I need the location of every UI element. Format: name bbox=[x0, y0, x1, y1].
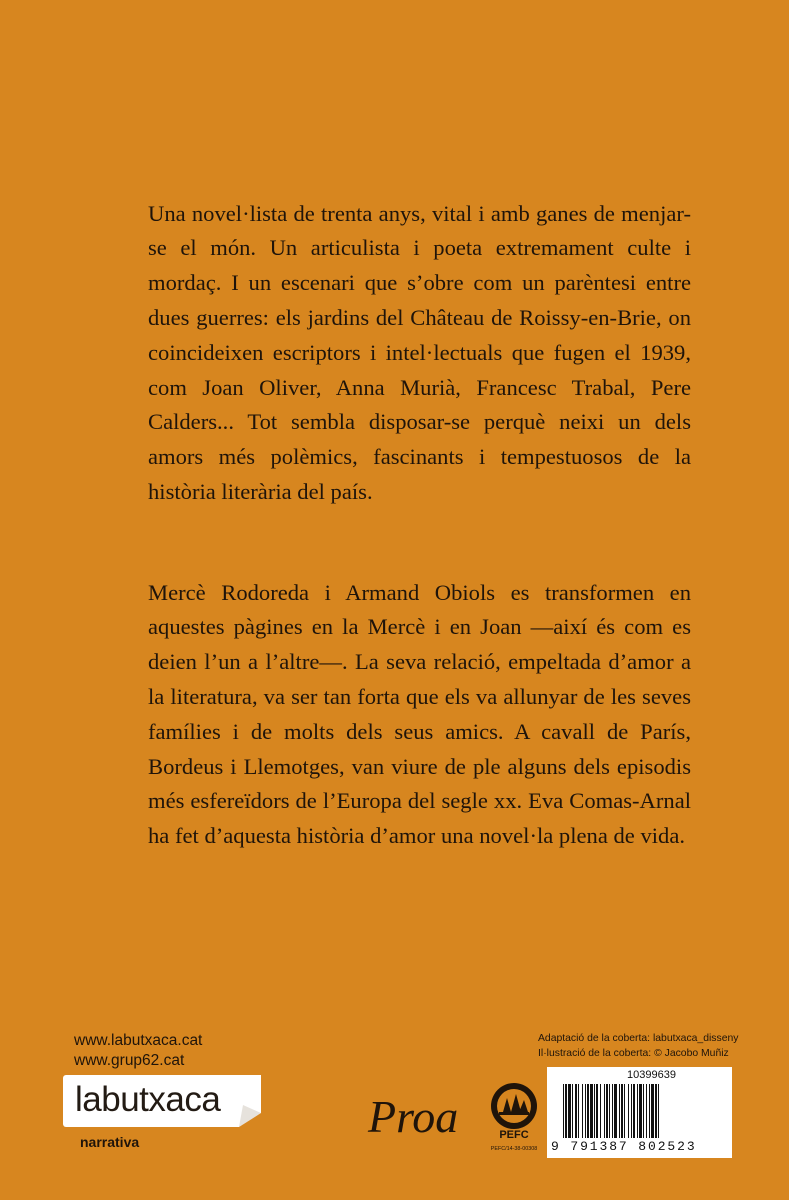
blurb-paragraph-1: Una novel·lista de trenta anys, vital i amb ganes de menjar-se el món. Un articulista i poeta extremament culte i mordaç. I un escenari que s’obre com un parèntesi entre dues guerres: els jardins del Château de Roissy-en-Brie, on coincideixen escriptors i intel·lectuals que fugen el 1939, com Joan Oliver, Anna Murià, Francesc Trabal, Pere Calders... Tot sembla disposar-se perquè neixi un dels amors més polèmics, fascinants i tempestuosos de la història literària del país. bbox=[148, 200, 691, 504]
barcode-bar bbox=[619, 1084, 620, 1138]
barcode-bar bbox=[596, 1084, 598, 1138]
credit-illustration: Il·lustració de la coberta: © Jacobo Muñiz bbox=[538, 1048, 729, 1059]
barcode bbox=[547, 1067, 732, 1158]
barcode-bar bbox=[568, 1084, 571, 1138]
barcode-bar bbox=[655, 1084, 657, 1138]
barcode-bar bbox=[582, 1084, 583, 1138]
barcode-bar bbox=[631, 1084, 632, 1138]
barcode-bar bbox=[594, 1084, 595, 1138]
barcode-bar bbox=[628, 1084, 629, 1138]
barcode-bar bbox=[637, 1084, 638, 1138]
url-labutxaca[interactable]: www.labutxaca.cat bbox=[74, 1032, 203, 1049]
url-grup62[interactable]: www.grup62.cat bbox=[74, 1051, 185, 1069]
pefc-code: PEFC/14-38-00308 bbox=[490, 1146, 538, 1152]
barcode-bar bbox=[572, 1084, 573, 1138]
barcode-bar bbox=[633, 1084, 635, 1138]
labutxaca-logo bbox=[63, 1075, 261, 1127]
product-code: 10399639 bbox=[627, 1069, 676, 1081]
barcode-bar bbox=[649, 1084, 650, 1138]
barcode-bar bbox=[624, 1084, 625, 1138]
cover-credits bbox=[538, 1031, 738, 1061]
barcode-bar bbox=[651, 1084, 654, 1138]
barcode-bar bbox=[585, 1084, 586, 1138]
barcode-bar bbox=[587, 1084, 589, 1138]
barcode-bar bbox=[646, 1084, 647, 1138]
blurb-paragraph-2: Mercè Rodoreda i Armand Obiols es transformen en aquestes pàgines en la Mercè i en Joan —així és com es deien l’un a l’altre—. La seva relació, empeltada d’amor a la literatura, va ser tan forta que els va allunyar de les seves famílies i de molts dels seus amics. A cavall de París, Bordeus i Llemotges, van viure de ple alguns dels episodis més esfereïdors de l’Europa del segle xx. Eva Comas-Arnal ha fet d’aquesta història d’amor una novel·la plena de vida. bbox=[148, 579, 691, 849]
barcode-bar bbox=[604, 1084, 605, 1138]
barcode-bar bbox=[606, 1084, 608, 1138]
barcode-bar bbox=[612, 1084, 613, 1138]
barcode-bar bbox=[621, 1084, 623, 1138]
barcode-bar bbox=[639, 1084, 642, 1138]
collection-label: narrativa bbox=[80, 1134, 140, 1150]
barcode-bar bbox=[609, 1084, 610, 1138]
pefc-logo-icon bbox=[483, 1080, 545, 1160]
proa-logo: Proa bbox=[368, 1091, 459, 1142]
barcode-bar bbox=[563, 1084, 564, 1138]
barcode-bar bbox=[658, 1084, 659, 1138]
barcode-bar bbox=[578, 1084, 579, 1138]
isbn-number: 9 791387 802523 bbox=[551, 1139, 697, 1154]
barcode-bar bbox=[643, 1084, 644, 1138]
barcode-bar bbox=[590, 1084, 593, 1138]
website-links bbox=[74, 1031, 202, 1070]
labutxaca-logo-text: labutxaca bbox=[75, 1080, 221, 1119]
credit-design: Adaptació de la coberta: labutxaca_disseny bbox=[538, 1033, 739, 1044]
barcode-bar bbox=[565, 1084, 567, 1138]
pefc-name: PEFC bbox=[499, 1129, 529, 1141]
barcode-bar bbox=[600, 1084, 601, 1138]
barcode-bar bbox=[614, 1084, 617, 1138]
sticker-peel-icon bbox=[229, 1075, 261, 1127]
barcode-bar bbox=[575, 1084, 577, 1138]
